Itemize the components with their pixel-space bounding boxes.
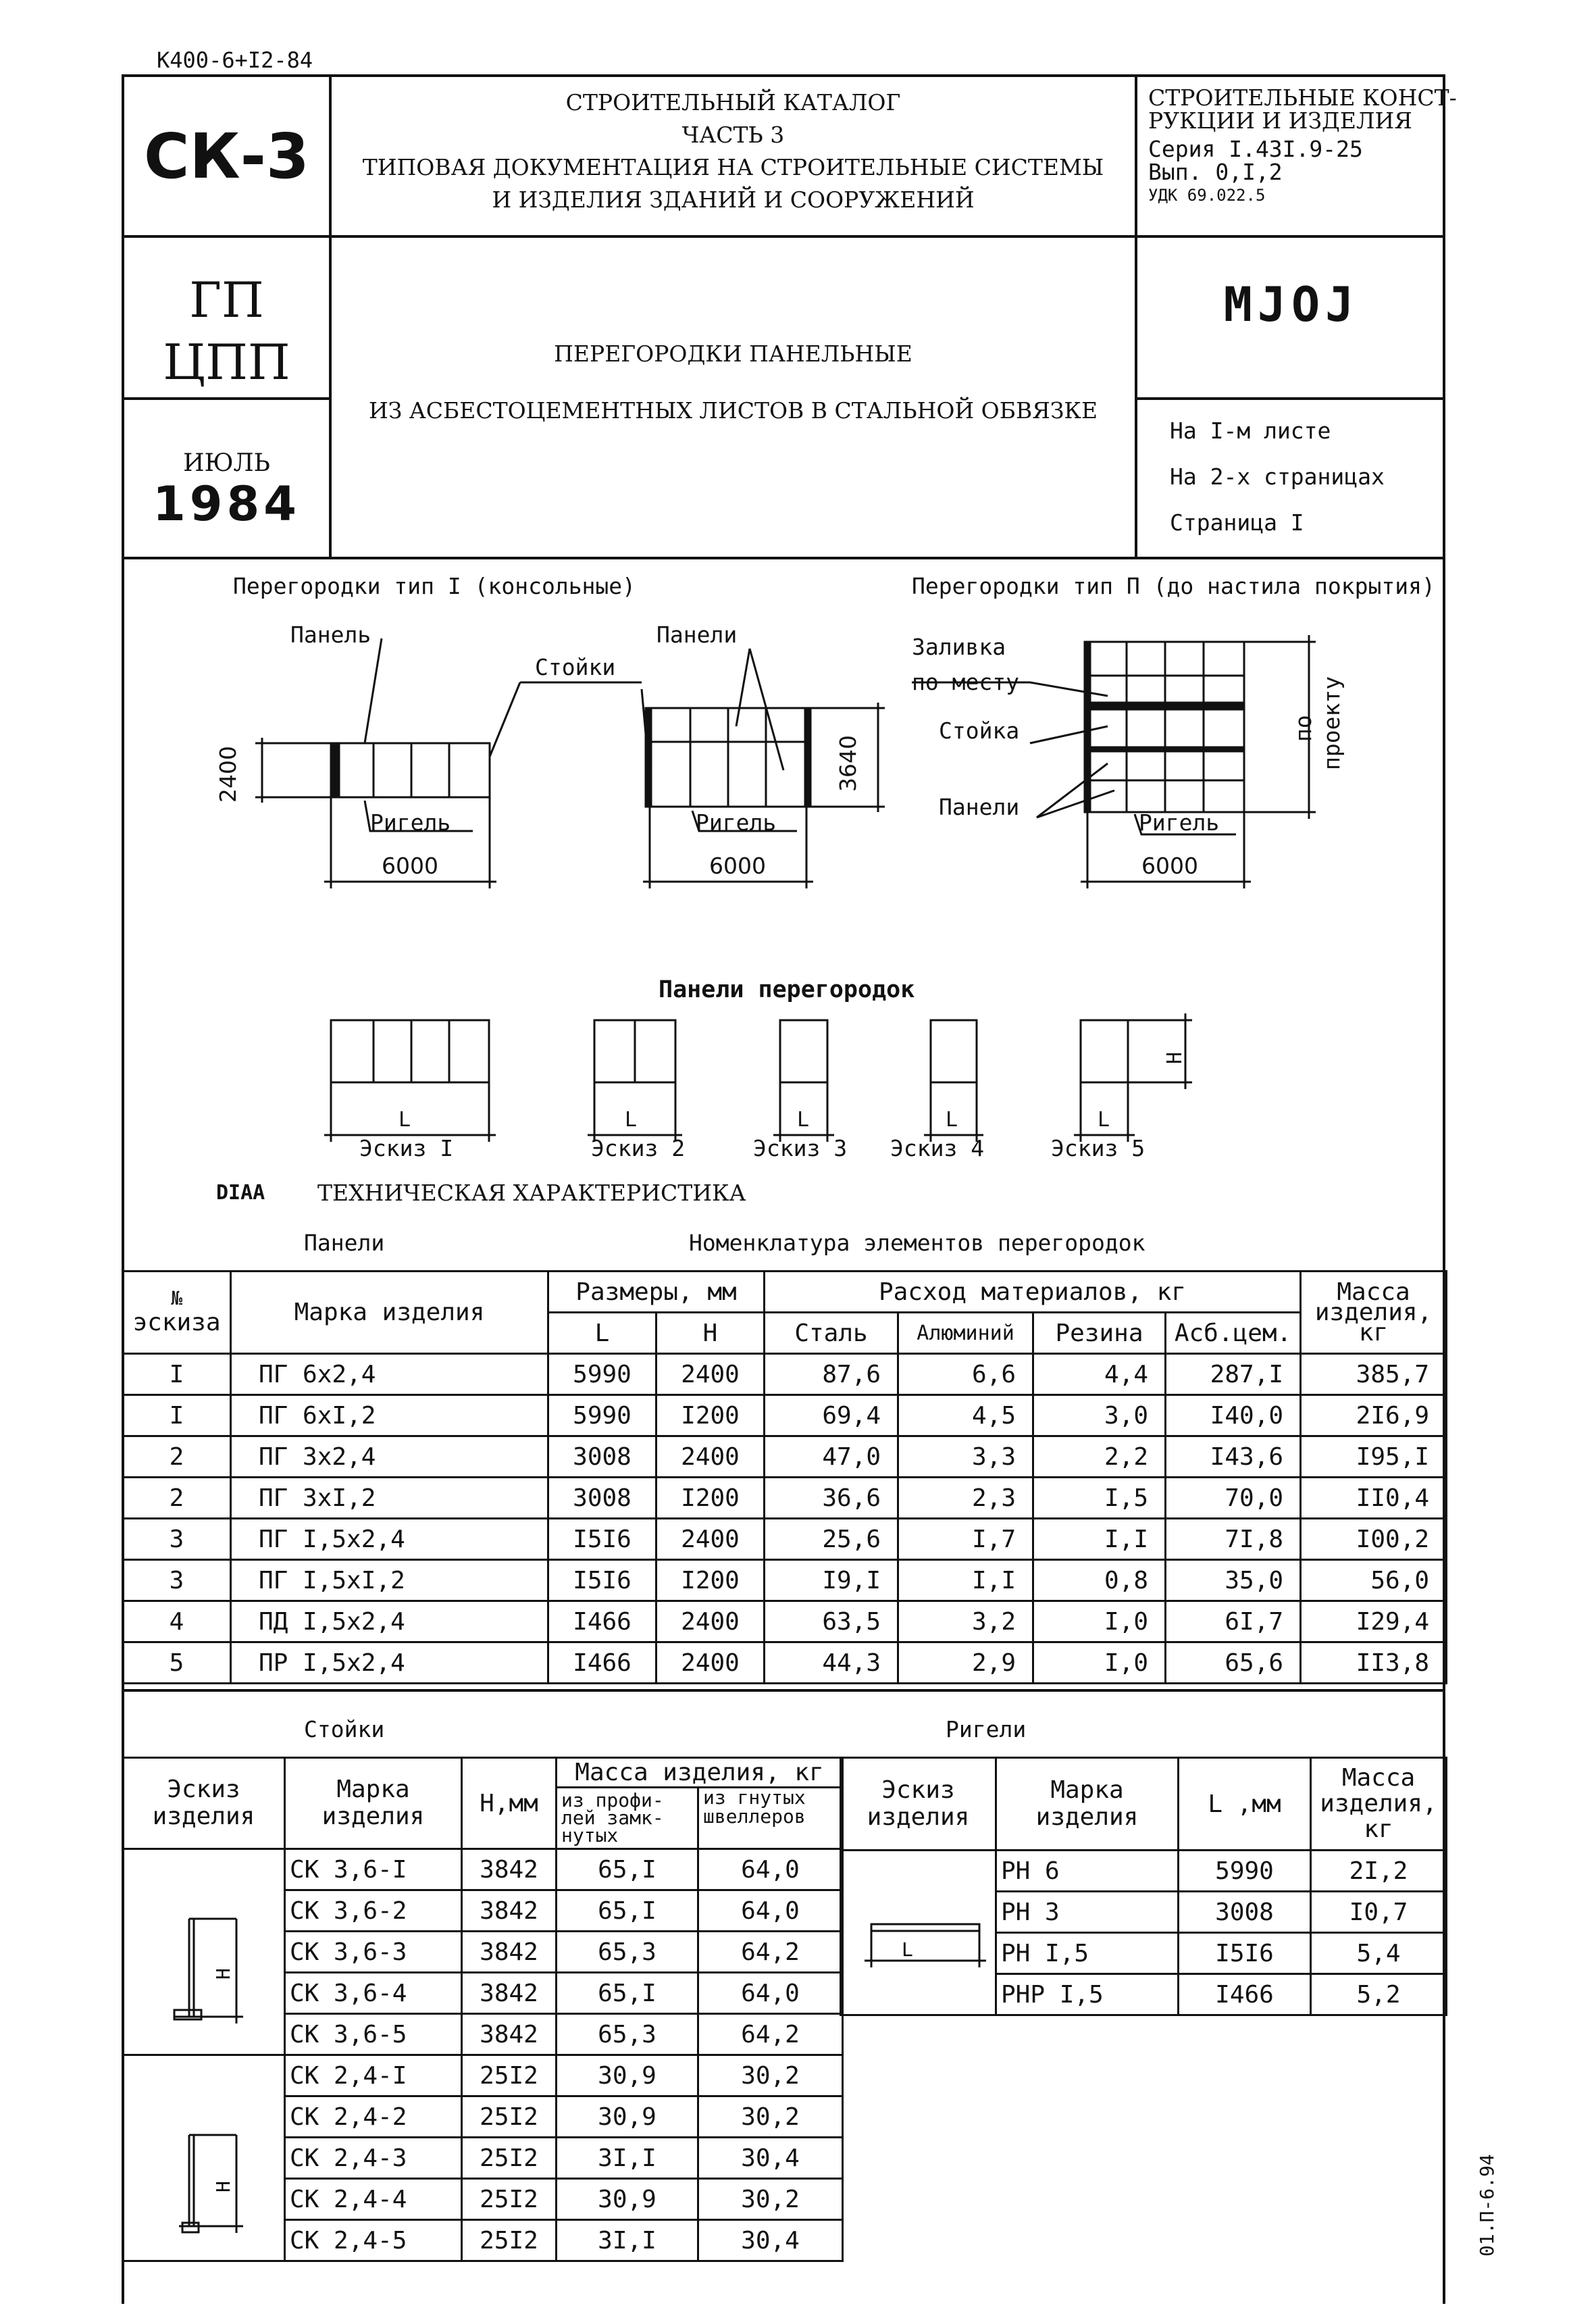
sk-code: СК-3	[144, 120, 309, 193]
table-cell: 65,3	[557, 2014, 698, 2055]
table-cell: 3008	[548, 1478, 657, 1519]
table-cell: 2400	[657, 1601, 765, 1642]
table-cell: I200	[657, 1560, 765, 1601]
document-mark: MJOJ	[1223, 277, 1360, 332]
panels-table	[122, 1270, 1447, 1684]
dim-3640: 3640	[835, 735, 861, 792]
dim-6000-3: 6000	[1141, 853, 1198, 879]
table-cell: 6,6	[898, 1354, 1033, 1395]
table-cell: 3,3	[898, 1436, 1033, 1478]
table-cell: 30,2	[698, 2179, 843, 2220]
col-beam-sketch: Эскиз изделия	[841, 1758, 996, 1851]
table-cell: 5	[123, 1642, 231, 1684]
side-stamp: 01.П-6.94	[1476, 2154, 1498, 2257]
table-cell: I0,7	[1311, 1892, 1447, 1933]
table-cell: 30,9	[557, 2096, 698, 2138]
table-cell: 2400	[657, 1436, 765, 1478]
table-cell: ПГ 3хI,2	[231, 1478, 548, 1519]
table-cell: I200	[657, 1478, 765, 1519]
table-cell: 25I2	[462, 2096, 557, 2138]
table-cell: 56,0	[1301, 1560, 1447, 1601]
table-cell: 4,5	[898, 1395, 1033, 1436]
document-title: ПЕРЕГОРОДКИ ПАНЕЛЬНЫЕ ИЗ АСБЕСТОЦЕМЕНТНЫХ ЛИСТОВ В СТАЛЬНОЙ ОБВЯЗКЕ	[368, 341, 1098, 424]
table-cell: 30,9	[557, 2055, 698, 2096]
document-code: К400-6+I2-84	[157, 47, 313, 73]
table-cell: 5990	[548, 1354, 657, 1395]
table-cell: II3,8	[1301, 1642, 1447, 1684]
label-by-project-2: проекту	[1318, 676, 1345, 770]
panels-title: Панели перегородок	[659, 976, 915, 1003]
table-cell: 64,0	[698, 1849, 843, 1890]
table-cell: I,0	[1033, 1642, 1166, 1684]
table-cell: 7I,8	[1166, 1519, 1301, 1560]
table-cell: 64,0	[698, 1890, 843, 1932]
table-cell: 65,I	[557, 1849, 698, 1890]
col-steel: Сталь	[765, 1313, 898, 1354]
table-cell: ПР I,5х2,4	[231, 1642, 548, 1684]
table-cell: 2,3	[898, 1478, 1033, 1519]
post-sketch-3-6	[123, 1849, 285, 2055]
svg-text:L: L	[902, 1938, 913, 1961]
sheet-info: На I-м листе На 2-х страницах Страница I	[1170, 418, 1385, 536]
table-cell: I43,6	[1166, 1436, 1301, 1478]
col-profile: из профи- лей замк- нутых	[557, 1788, 698, 1849]
table-cell: 3008	[548, 1436, 657, 1478]
table-cell: I5I6	[548, 1560, 657, 1601]
table-cell: I,0	[1033, 1601, 1166, 1642]
table-cell: 0,8	[1033, 1560, 1166, 1601]
series-info: СТРОИТЕЛЬНЫЕ КОНСТ- РУКЦИИ И ИЗДЕЛИЯ Серия I.43I.9-25 Вып. 0,I,2 УДК 69.022.5	[1148, 84, 1457, 205]
table-cell: 25,6	[765, 1519, 898, 1560]
table-cell: 2I,2	[1311, 1851, 1447, 1892]
table-cell: 87,6	[765, 1354, 898, 1395]
table-cell: 5,2	[1311, 1974, 1447, 2015]
table-cell: 6I,7	[1166, 1601, 1301, 1642]
table-row	[123, 1519, 1447, 1560]
table-cell: 3842	[462, 1973, 557, 2014]
table-cell: 47,0	[765, 1436, 898, 1478]
beams-table	[840, 1757, 1447, 2016]
table-cell: I9,I	[765, 1560, 898, 1601]
col-H: H	[657, 1313, 765, 1354]
svg-text:H: H	[212, 1968, 234, 1980]
table-cell: 30,2	[698, 2096, 843, 2138]
table-cell: СК 3,6-2	[285, 1890, 462, 1932]
beams-title: Ригели	[946, 1716, 1027, 1742]
table-cell: РНР I,5	[996, 1974, 1179, 2015]
table-cell: 70,0	[1166, 1478, 1301, 1519]
table-cell: I95,I	[1301, 1436, 1447, 1478]
table-cell: I,7	[898, 1519, 1033, 1560]
col-materials: Расход материалов, кг	[765, 1272, 1301, 1313]
table-cell: I466	[548, 1642, 657, 1684]
table-cell: 3842	[462, 2014, 557, 2055]
table-row	[123, 1395, 1447, 1436]
label-panels-2: Панели	[939, 794, 1020, 820]
table-cell: 5990	[1179, 1851, 1311, 1892]
sketch-1: Эскиз I	[359, 1135, 454, 1161]
table-cell: 385,7	[1301, 1354, 1447, 1395]
catalog-title: СТРОИТЕЛЬНЫЙ КАТАЛОГ ЧАСТЬ 3 ТИПОВАЯ ДОКУМЕНТАЦИЯ НА СТРОИТЕЛЬНЫЕ СИСТЕМЫ И ИЗДЕЛИЯ ЗДАНИЙ И СООРУЖЕНИЙ	[362, 89, 1104, 213]
table-cell: I	[123, 1354, 231, 1395]
table-cell: 5990	[548, 1395, 657, 1436]
table-cell: СК 2,4-3	[285, 2138, 462, 2179]
posts-title: Стойки	[304, 1716, 385, 1742]
table-cell: СК 3,6-5	[285, 2014, 462, 2055]
table-cell: ПГ 6хI,2	[231, 1395, 548, 1436]
label-L-2: L	[625, 1108, 638, 1132]
table-cell: 2	[123, 1478, 231, 1519]
table-cell: II0,4	[1301, 1478, 1447, 1519]
table-cell: СК 3,6-4	[285, 1973, 462, 2014]
table-cell: 3842	[462, 1932, 557, 1973]
label-fill: Заливка	[912, 634, 1006, 660]
table-cell: 3842	[462, 1849, 557, 1890]
table-cell: 2I6,9	[1301, 1395, 1447, 1436]
table-cell: 64,2	[698, 2014, 843, 2055]
sketch-2: Эскиз 2	[591, 1135, 686, 1161]
table-cell: I466	[548, 1601, 657, 1642]
table-cell: 3	[123, 1519, 231, 1560]
month: ИЮЛЬ	[183, 449, 270, 477]
panels-left-title: Панели	[304, 1230, 385, 1256]
table-cell: 64,0	[698, 1973, 843, 2014]
year: 1984	[153, 476, 301, 532]
table-cell: I40,0	[1166, 1395, 1301, 1436]
table-cell: I29,4	[1301, 1601, 1447, 1642]
table-cell: СК 2,4-5	[285, 2220, 462, 2261]
tech-code: DIAA	[216, 1181, 265, 1205]
table-cell: 2	[123, 1436, 231, 1478]
table-cell: 30,4	[698, 2138, 843, 2179]
table-cell: 64,2	[698, 1932, 843, 1973]
table-cell: 2,9	[898, 1642, 1033, 1684]
col-beam-mark: Марка изделия	[996, 1758, 1179, 1851]
table-cell: I,5	[1033, 1478, 1166, 1519]
col-rubber: Резина	[1033, 1313, 1166, 1354]
table-cell: СК 2,4-4	[285, 2179, 462, 2220]
tech-title: ТЕХНИЧЕСКАЯ ХАРАКТЕРИСТИКА	[317, 1180, 746, 1206]
table-cell: I200	[657, 1395, 765, 1436]
table-cell: I5I6	[1179, 1933, 1311, 1974]
col-mass: Масса изделия, кг	[1301, 1272, 1447, 1354]
table-cell: ПГ I,5хI,2	[231, 1560, 548, 1601]
col-sizes: Размеры, мм	[548, 1272, 765, 1313]
label-posts: Стойки	[535, 654, 616, 680]
col-sketch-no: № эскиза	[123, 1272, 231, 1354]
table-cell: 3,0	[1033, 1395, 1166, 1436]
table-row	[123, 1601, 1447, 1642]
table-cell: СК 3,6-3	[285, 1932, 462, 1973]
table-cell: I466	[1179, 1974, 1311, 2015]
table-cell: РН 3	[996, 1892, 1179, 1933]
table-cell: РН I,5	[996, 1933, 1179, 1974]
label-panel: Панель	[290, 622, 371, 648]
table-cell: СК 3,6-I	[285, 1849, 462, 1890]
table-cell: 65,I	[557, 1973, 698, 2014]
table-cell: 2400	[657, 1642, 765, 1684]
label-panels: Панели	[657, 622, 738, 648]
col-asbestos: Асб.цем.	[1166, 1313, 1301, 1354]
table-cell: 25I2	[462, 2179, 557, 2220]
table-cell: 4,4	[1033, 1354, 1166, 1395]
table-cell: 30,9	[557, 2179, 698, 2220]
table-cell: СК 2,4-2	[285, 2096, 462, 2138]
col-post-sketch: Эскиз изделия	[123, 1758, 285, 1849]
table-row	[123, 1436, 1447, 1478]
table-cell: I	[123, 1395, 231, 1436]
sketch-3: Эскиз 3	[753, 1135, 848, 1161]
col-aluminum: Алюминий	[898, 1313, 1033, 1354]
table-cell: 65,I	[557, 1890, 698, 1932]
table-cell: ПГ 3х2,4	[231, 1436, 548, 1478]
label-L-3: L	[797, 1108, 810, 1132]
table-cell: 30,4	[698, 2220, 843, 2261]
dim-2400: 2400	[215, 746, 241, 803]
table-cell: I,I	[898, 1560, 1033, 1601]
col-beam-L: L ,мм	[1179, 1758, 1311, 1851]
table-cell: I5I6	[548, 1519, 657, 1560]
label-L-4: L	[946, 1108, 958, 1132]
label-beam-1: Ригель	[370, 809, 451, 836]
table-cell: 36,6	[765, 1478, 898, 1519]
col-beam-mass: Масса изделия, кг	[1311, 1758, 1447, 1851]
table-cell: 3I,I	[557, 2220, 698, 2261]
table-row	[123, 1354, 1447, 1395]
col-post-H: Н,мм	[462, 1758, 557, 1849]
table-cell: 44,3	[765, 1642, 898, 1684]
col-post-mass: Масса изделия, кг	[557, 1758, 843, 1788]
type1-caption: Перегородки тип I (консольные)	[233, 573, 636, 599]
table-cell: 69,4	[765, 1395, 898, 1436]
table-cell: ПД I,5х2,4	[231, 1601, 548, 1642]
label-L-1: L	[398, 1108, 411, 1132]
table-row	[123, 1560, 1447, 1601]
label-L-5: L	[1098, 1108, 1110, 1132]
table-cell: 25I2	[462, 2220, 557, 2261]
table-row	[123, 1849, 843, 1890]
table-cell: 30,2	[698, 2055, 843, 2096]
table-cell: ПГ I,5х2,4	[231, 1519, 548, 1560]
dim-6000-1: 6000	[382, 853, 438, 879]
table-cell: 3	[123, 1560, 231, 1601]
table-row	[123, 1642, 1447, 1684]
table-cell: 4	[123, 1601, 231, 1642]
table-cell: 2,2	[1033, 1436, 1166, 1478]
table-cell: I,I	[1033, 1519, 1166, 1560]
label-fill-2: по месту	[912, 669, 1019, 695]
table-row	[841, 1851, 1447, 1892]
table-row	[123, 1478, 1447, 1519]
table-cell: 287,I	[1166, 1354, 1301, 1395]
table-cell: 3,2	[898, 1601, 1033, 1642]
dim-6000-2: 6000	[709, 853, 766, 879]
table-cell: 3008	[1179, 1892, 1311, 1933]
table-cell: РН 6	[996, 1851, 1179, 1892]
col-mark: Марка изделия	[231, 1272, 548, 1354]
table-cell: ПГ 6х2,4	[231, 1354, 548, 1395]
sketch-4: Эскиз 4	[890, 1135, 985, 1161]
panels-right-title: Номенклатура элементов перегородок	[689, 1230, 1145, 1256]
table-cell: 25I2	[462, 2138, 557, 2179]
organization: ГП ЦПП	[163, 272, 290, 391]
col-channel: из гнутых швеллеров	[698, 1788, 843, 1849]
col-L: L	[548, 1313, 657, 1354]
table-cell: 63,5	[765, 1601, 898, 1642]
label-post: Стойка	[939, 718, 1020, 744]
table-cell: 3842	[462, 1890, 557, 1932]
beam-sketch	[841, 1851, 996, 2015]
posts-table	[122, 1757, 844, 2262]
table-row	[123, 2055, 843, 2096]
col-post-mark: Марка изделия	[285, 1758, 462, 1849]
type2-caption: Перегородки тип П (до настила покрытия)	[912, 573, 1435, 599]
table-cell: 25I2	[462, 2055, 557, 2096]
table-cell: 65,6	[1166, 1642, 1301, 1684]
table-cell: I00,2	[1301, 1519, 1447, 1560]
post-sketch-2-4	[123, 2055, 285, 2261]
table-cell: 5,4	[1311, 1933, 1447, 1974]
svg-text:H: H	[212, 2181, 234, 2192]
table-cell: 35,0	[1166, 1560, 1301, 1601]
label-beam-3: Ригель	[1139, 809, 1220, 836]
table-cell: 65,3	[557, 1932, 698, 1973]
sketch-5: Эскиз 5	[1051, 1135, 1145, 1161]
label-by-project-1: по	[1290, 715, 1316, 742]
label-beam-2: Ригель	[696, 809, 777, 836]
label-H: H	[1163, 1051, 1187, 1064]
table-cell: СК 2,4-I	[285, 2055, 462, 2096]
table-cell: 3I,I	[557, 2138, 698, 2179]
table-cell: 2400	[657, 1354, 765, 1395]
table-cell: 2400	[657, 1519, 765, 1560]
